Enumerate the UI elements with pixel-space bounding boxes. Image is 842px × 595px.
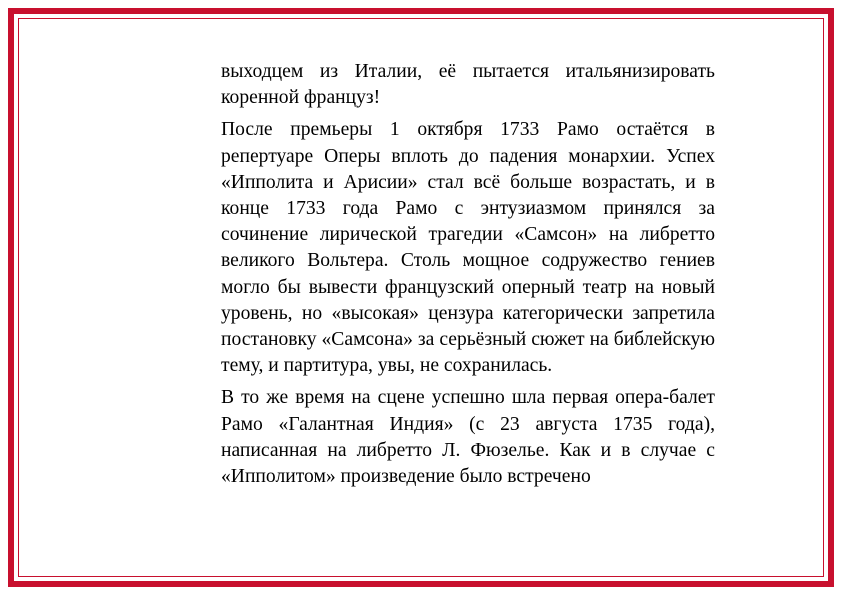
paragraph-galant-india: В то же время на сцене успешно шла первая опера-балет Рамо «Галантная Индия» (с 23 августа 1735 года), написанная на либретто Л. Фюзелье. Как и в случае с «Ипполитом» произведение было встречено (221, 387, 715, 488)
paragraph-premiere: После премьеры 1 октября 1733 Рамо остаётся в репертуаре Оперы вплоть до падения монархии. Успех «Ипполита и Арисии» стал всё больше возрастать, и в конце 1733 года Рамо с энтузиазмом принялся за сочинение лирической трагедии «Самсон» на либретто великого Вольтера. Столь мощное содружество гениев могло бы вывести французский оперный театр на новый уровень, но «высокая» цензура категорически запретила постановку «Самсона» за серьёзный сюжет на библейскую тему, и партитура, увы, не сохранилась. (221, 119, 715, 377)
document-body (221, 59, 715, 496)
paragraph-continuation: выходцем из Италии, её пытается итальянизировать коренной француз! (221, 61, 715, 109)
